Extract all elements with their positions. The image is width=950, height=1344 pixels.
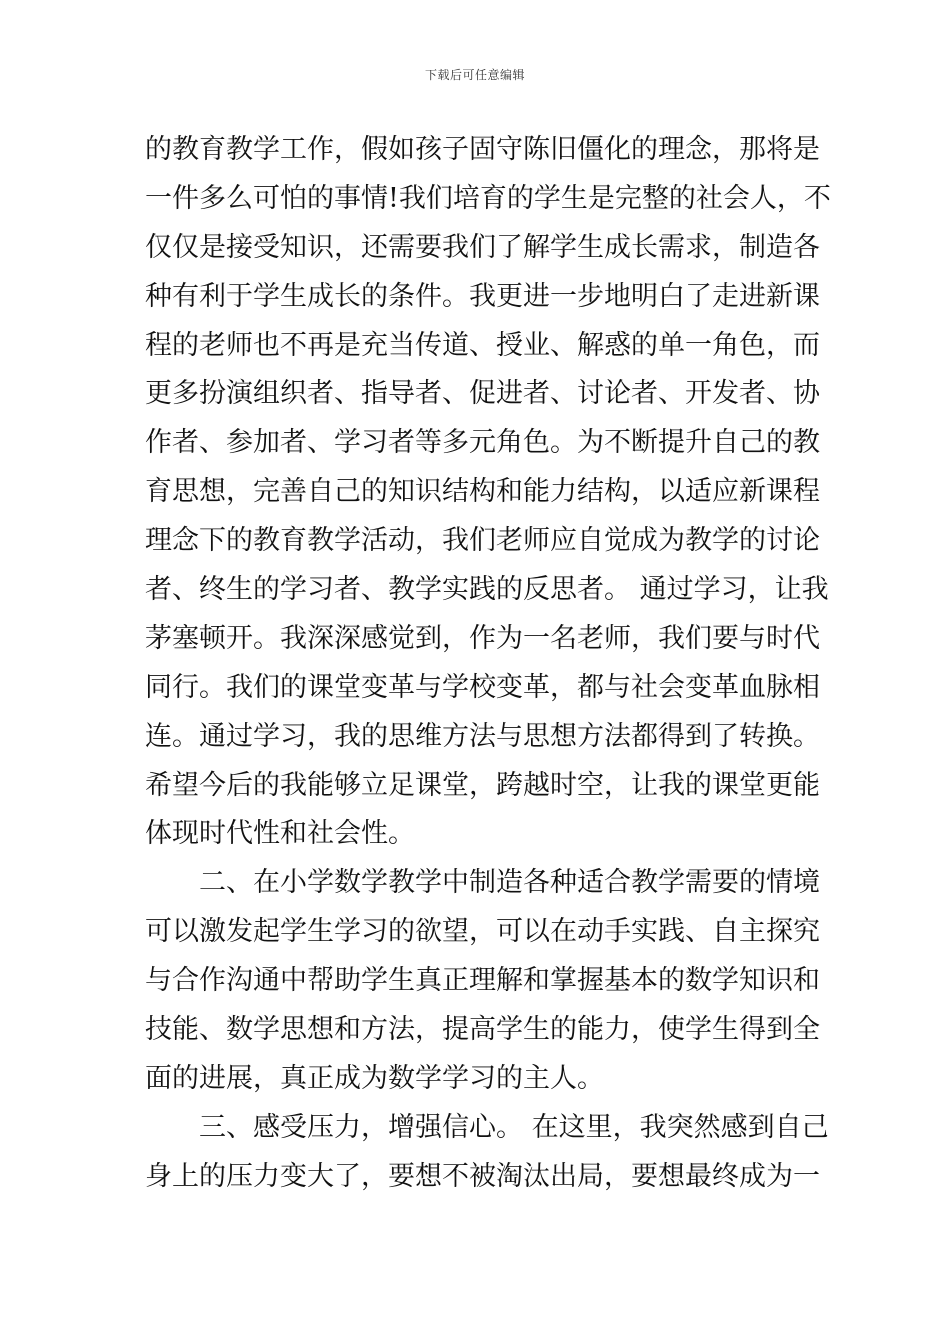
text-line: 茅塞顿开。我深深感觉到，作为一名老师，我们要与时代 [145,622,820,654]
paragraph-first-line: 二、在小学数学教学中制造各种适合教学需要的情境 [199,867,820,899]
text-line: 希望今后的我能够立足课堂，跨越时空，让我的课堂更能 [145,769,820,801]
text-line: 者、终生的学习者、教学实践的反思者。 通过学习，让我 [145,574,829,606]
text-line: 更多扮演组织者、指导者、促进者、讨论者、开发者、协 [145,378,820,410]
text-line: 作者、参加者、学习者等多元角色。为不断提升自己的教 [145,427,820,459]
text-line: 一件多么可怕的事情!我们培育的学生是完整的社会人，不 [145,182,831,214]
text-line: 与合作沟通中帮助学生真正理解和掌握基本的数学知识和 [145,965,820,997]
text-line: 程的老师也不再是充当传道、授业、解惑的单一角色，而 [145,329,820,361]
text-line: 身上的压力变大了，要想不被淘汰出局，要想最终成为一 [145,1160,820,1192]
text-line: 体现时代性和社会性。 [145,818,415,850]
text-line: 连。通过学习，我的思维方法与思想方法都得到了转换。 [145,720,820,752]
text-line: 可以激发起学生学习的欲望，可以在动手实践、自主探究 [145,916,820,948]
text-line: 理念下的教育教学活动，我们老师应自觉成为教学的讨论 [145,525,820,557]
text-line: 仅仅是接受知识，还需要我们了解学生成长需求，制造各 [145,231,820,263]
text-line: 同行。我们的课堂变革与学校变革，都与社会变革血脉相 [145,671,820,703]
text-line: 育思想，完善自己的知识结构和能力结构，以适应新课程 [145,476,820,508]
text-line: 种有利于学生成长的条件。我更进一步地明白了走进新课 [145,280,820,312]
page-header-note: 下载后可任意编辑 [424,68,525,82]
document-body [145,126,831,1202]
text-line: 面的进展，真正成为数学学习的主人。 [145,1062,604,1094]
text-line: 技能、数学思想和方法，提高学生的能力，使学生得到全 [145,1014,820,1046]
text-line: 的教育教学工作，假如孩子固守陈旧僵化的理念，那将是 [145,134,820,165]
paragraph-first-line: 三、感受压力，增强信心。 在这里，我突然感到自己 [199,1111,829,1143]
